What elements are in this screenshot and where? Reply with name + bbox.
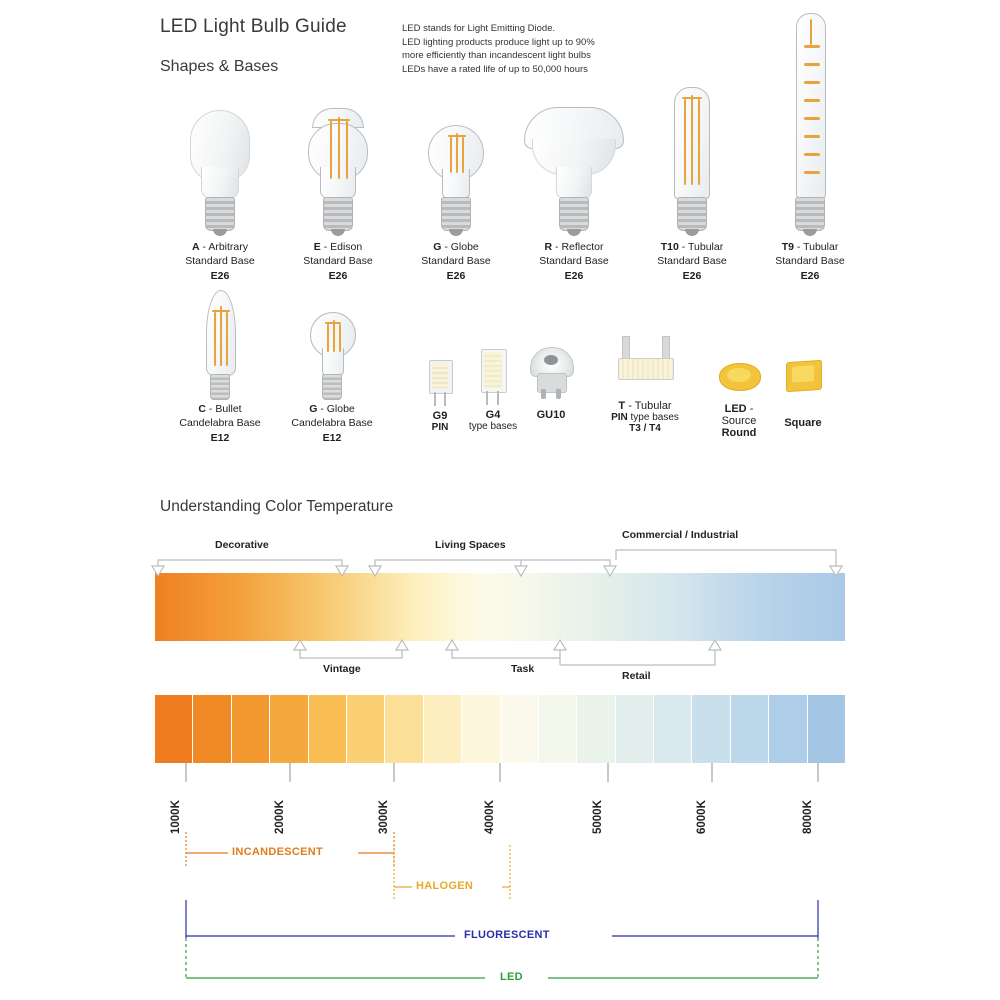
band-label-living-spaces: Living Spaces	[435, 539, 506, 551]
kelvin-swatch	[385, 695, 423, 763]
bulb-caption-globe-candelabra	[262, 402, 402, 430]
bulb-art-t9	[740, 105, 880, 240]
bulb-base-code: E26	[682, 270, 702, 282]
bulb-base-code: E26	[564, 270, 584, 282]
kelvin-swatch	[193, 695, 231, 763]
kelvin-swatch	[616, 695, 654, 763]
section-title-shapes: Shapes & Bases	[160, 58, 279, 75]
pin-cell-gu10	[522, 345, 580, 421]
pin-code-g4: G4	[485, 409, 501, 421]
bulb-code: T10	[660, 241, 679, 253]
pin-sub-b-t3: type bases	[630, 412, 679, 423]
base-e26	[205, 197, 235, 231]
band-label-retail: Retail	[622, 670, 651, 682]
pin-sub-led-round: Round	[721, 427, 757, 439]
intro-text	[402, 22, 662, 76]
bulb-name: - Globe	[444, 241, 479, 253]
bulb-name: - Arbitrary	[202, 241, 249, 253]
bulb-base-code: E26	[210, 270, 230, 282]
bulb-art-globe-small	[262, 290, 402, 402]
kelvin-tick-4000k: 4000K	[484, 800, 496, 834]
bulb-code: G	[309, 403, 318, 415]
kelvin-swatch	[232, 695, 270, 763]
bulb-name: - Tubular	[796, 241, 839, 253]
pin-cell-g4	[468, 345, 518, 432]
tech-label-led: LED	[500, 971, 523, 983]
kelvin-swatch	[577, 695, 615, 763]
pin-sub-led-square: Square	[784, 417, 822, 429]
kelvin-swatch	[501, 695, 539, 763]
bulb-base: Standard Base	[775, 255, 845, 267]
bulb-code: C	[198, 403, 206, 415]
kelvin-swatch	[462, 695, 500, 763]
pin-code-t3: T	[618, 400, 626, 412]
base-tip	[331, 229, 345, 236]
band-label-task: Task	[511, 663, 535, 675]
kelvin-swatch	[731, 695, 769, 763]
pin-cell-g9	[418, 352, 462, 433]
kelvin-tick-6000k: 6000K	[696, 800, 708, 834]
bulb-name: - Tubular	[681, 241, 724, 253]
base-e26	[677, 197, 707, 231]
tech-label-fluorescent: FLUORESCENT	[464, 929, 550, 941]
bulb-base: Candelabra Base	[179, 417, 261, 429]
base-tip	[685, 229, 699, 236]
kelvin-tick-5000k: 5000K	[592, 800, 604, 834]
pin-name-t3: - Tubular	[628, 400, 672, 412]
base-e26	[559, 197, 589, 231]
base-e26	[323, 197, 353, 231]
color-temperature-gradient	[155, 573, 845, 641]
kelvin-swatch	[654, 695, 692, 763]
bulb-name: - Bullet	[208, 403, 242, 415]
intro-line-1: LED stands for Light Emitting Diode.	[402, 23, 556, 34]
band-label-vintage: Vintage	[323, 663, 361, 675]
pin-code-g9: G9	[432, 410, 448, 422]
kelvin-tick-8000k: 8000K	[802, 800, 814, 834]
kelvin-swatch	[769, 695, 807, 763]
base-tip	[803, 229, 817, 236]
bulb-name: - Reflector	[555, 241, 604, 253]
intro-line-2: LED lighting products produce light up to 90%	[402, 36, 595, 48]
pin-sub-g9: PIN	[431, 422, 449, 433]
base-tip	[567, 229, 581, 236]
pin-art-led-square	[772, 345, 834, 403]
bulb-base-code: E12	[210, 432, 230, 444]
bulb-base-code: E26	[446, 270, 466, 282]
kelvin-tick-2000k: 2000K	[274, 800, 286, 834]
bulb-base-code: E26	[800, 270, 820, 282]
bulb-caption-t9	[740, 240, 880, 268]
kelvin-tick-3000k: 3000K	[378, 800, 390, 834]
kelvin-swatch	[309, 695, 347, 763]
kelvin-swatch-strip	[155, 695, 845, 763]
pin-art-gu10	[522, 345, 580, 409]
bulb-code: R	[544, 241, 553, 253]
band-label-decorative: Decorative	[215, 539, 269, 551]
bulb-base-code: E26	[328, 270, 348, 282]
bulb-cell-globe-candelabra	[262, 290, 402, 444]
base-e26	[795, 197, 825, 231]
pin-sub-g4: type bases	[468, 421, 518, 432]
pin-sub-a-t3: PIN	[611, 412, 628, 423]
kelvin-swatch	[808, 695, 845, 763]
kelvin-swatch	[155, 695, 193, 763]
base-tip	[449, 229, 463, 236]
base-e26	[441, 197, 471, 231]
tech-label-incandescent: INCANDESCENT	[232, 846, 323, 858]
bulb-base: Standard Base	[303, 255, 373, 267]
bulb-code: E	[313, 241, 321, 253]
intro-line-4: LEDs have a rated life of up to 50,000 hours	[402, 63, 588, 75]
pin-sub3-t3: T3 / T4	[629, 423, 661, 434]
kelvin-swatch	[692, 695, 730, 763]
bulb-base-code: E12	[322, 432, 342, 444]
bulb-code: T9	[781, 241, 794, 253]
pin-label-led	[708, 403, 770, 427]
pin-art-t3	[600, 330, 690, 400]
kelvin-tick-1000k: 1000K	[170, 800, 182, 834]
pin-cell-led-round	[708, 345, 770, 439]
intro-line-3: more efficiently than incandescent light bulbs	[402, 50, 591, 61]
pin-sub-t3	[600, 412, 690, 423]
bulb-base: Standard Base	[421, 255, 491, 267]
kelvin-swatch	[424, 695, 462, 763]
pin-code-gu10: GU10	[536, 409, 566, 421]
bulb-cell-t9	[740, 105, 880, 282]
pin-art-led-round	[708, 345, 770, 403]
pin-label-t3	[600, 400, 690, 412]
bulb-base: Standard Base	[185, 255, 255, 267]
section-title-color-temperature: Understanding Color Temperature	[160, 498, 394, 515]
bulb-base: Candelabra Base	[291, 417, 373, 429]
page-title: LED Light Bulb Guide	[160, 16, 347, 37]
pin-art-g4	[468, 345, 518, 409]
pin-cell-t3	[600, 330, 690, 434]
pin-name-led: - Source	[721, 403, 757, 427]
base-e12	[210, 374, 230, 400]
kelvin-swatch	[347, 695, 385, 763]
pin-art-g9	[418, 352, 462, 410]
band-label-commercial: Commercial / Industrial	[622, 529, 739, 541]
base-e12	[322, 374, 342, 400]
bulb-code: A	[191, 241, 200, 253]
bulb-base: Standard Base	[539, 255, 609, 267]
bulb-base: Standard Base	[657, 255, 727, 267]
tech-label-halogen: HALOGEN	[416, 880, 474, 892]
bulb-name: - Globe	[320, 403, 355, 415]
pin-code-led: LED	[724, 403, 747, 415]
bulb-name: - Edison	[323, 241, 363, 253]
bulb-code: G	[433, 241, 442, 253]
kelvin-swatch	[270, 695, 308, 763]
kelvin-swatch	[539, 695, 577, 763]
pin-cell-led-square	[772, 345, 834, 429]
base-tip	[213, 229, 227, 236]
